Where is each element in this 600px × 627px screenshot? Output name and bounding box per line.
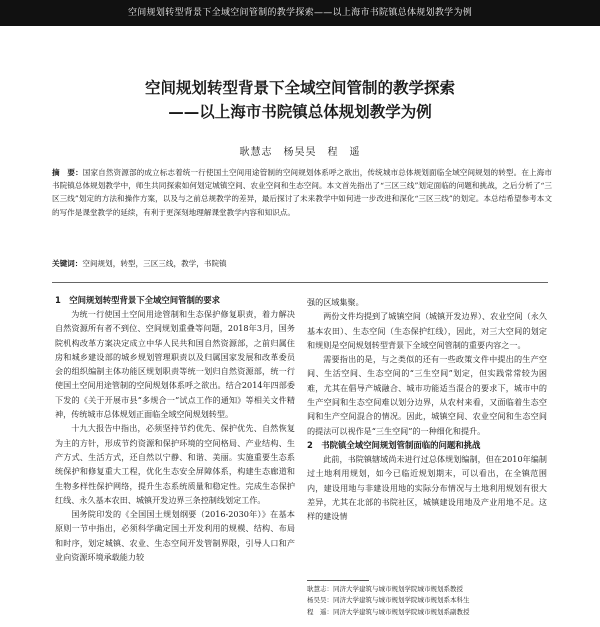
paragraph: 为统一行使国土空间用途管制和生态保护修复职责，着力解决自然资源所有者不到位、空间规划重叠等问题，2018年3月，国务院机构改革方案决定成立中华人民共和国自然资源部，之前归属住房和城乡建设部的城乡规划管理职责以及归属国家发展和改革委员会的组织编制主体功能区规划职责等统一划归自然资源部，统一行使国土空间用途管制的空间规划体系呼之欲出。结合2014年四部委下发的《关于开展市县“多规合一”试点工作的通知》等相关文件精神，传统城市总体规划正面临全域空间规划转型。 xyxy=(55,309,295,420)
body-column-left xyxy=(55,293,295,564)
footnote-line: 杨昊昊：同济大学建筑与城市规划学院城市规划系本科生 xyxy=(307,596,470,605)
abstract-text: 国家自然资源部的成立标志着统一行使国土空间用途管制的空间规划体系呼之欲出，传统城市总体规划面临全域空间规划的转型。在上海市书院镇总体规划教学中，师生共同探索如何划定城镇空间、农业空间和生态空间。本文首先指出了“三区三线”划定面临的问题和挑战，之后分析了“三区三线”划定的方法和操作方案，以及与之前总规教学的差异，最后探讨了未来教学中如何进一步改进和深化“三区三线”的划定。本总结希望参考本文的写作是课堂教学的延续，有利于更深刻地理解课堂教学内容和知识点。 xyxy=(52,168,552,217)
paragraph: 此前，书院镇辖域尚未进行过总体规划编制，但在2010年编制过土地利用规划，如今已临近规划期末，可以看出，在全镇范围内，建设用地与非建设用地的实际分布情况与土地利用规划有很大差异，尤其在北部的书院社区，城镇建设用地及产业用地不足。这样的建设情 xyxy=(307,453,547,522)
section-heading-1: 1 空间规划转型背景下全域空间管制的要求 xyxy=(55,295,220,305)
keywords-text: 空间规划，转型，三区三线，教学，书院镇 xyxy=(82,259,227,268)
footnote-line: 耿慧志：同济大学建筑与城市规划学院城市规划系教授 xyxy=(307,585,463,593)
abstract xyxy=(52,166,552,219)
keywords-label: 关键词： xyxy=(52,259,83,268)
keywords xyxy=(52,257,552,270)
footnote-line: 程 遥：同济大学建筑与城市规划学院城市规划系副教授 xyxy=(307,607,470,616)
paragraph: 两份文件均提到了城镇空间（城镇开发边界）、农业空间（永久基本农田）、生态空间（生态保护红线），因此，对三大空间的划定和规则是空间规划转型背景下全域空间管制的重要内容之一。 xyxy=(307,311,547,350)
section-heading-2: 2 书院镇全域空间规划管制面临的问题和挑战 xyxy=(307,439,481,450)
author-footnotes xyxy=(307,584,552,618)
abstract-divider xyxy=(52,282,548,283)
paragraph: 国务院印发的《全国国土规划纲要（2016-2030年）》在基本原则一节中指出，必须科学确定国土开发利用的规模、结构、布局和时序，划定城镇、农业、生态空间开发管制界限，引导人口和产业向资源环境承载能力较 xyxy=(55,509,295,563)
article-title-line2: ——以上海市书院镇总体规划教学为例 xyxy=(168,103,432,121)
abstract-label: 摘 要： xyxy=(52,168,83,177)
paragraph: 需要指出的是，与之类似的还有一些政策文件中提出的生产空间、生活空间、生态空间的“三生空间”划定，但实践常常较为困难，尤其在倡导产城融合、城市功能适当混合的要求下，城市中的生产空间和生态空间难以划分边界，从农村来看，又面临着生态空间和生产空间混合的情况。因此，城镇空间、农业空间和生态空间的提法可以视作是“三生空间”的一种细化和提升。 xyxy=(307,354,547,436)
footnote-divider xyxy=(307,580,369,581)
authors: 耿慧志 杨昊昊 程 遥 xyxy=(239,147,361,158)
body-column-right xyxy=(307,295,547,523)
paragraph-continued: 强的区域集聚。 xyxy=(307,297,364,307)
article-title-line1: 空间规划转型背景下全域空间管制的教学探索 xyxy=(144,79,455,97)
paragraph: 十九大报告中指出，必须坚持节约优先、保护优先、自然恢复为主的方针，形成节约资源和保护环境的空间格局、产业结构、生产方式、生活方式，还自然以宁静、和谐、美丽。实施重要生态系统保护和修复重大工程，优化生态安全屏障体系，构建生态廊道和生物多样性保护网络，提升生态系统质量和稳定性。完成生态保护红线、永久基本农田、城镇开发边界三条控制线划定工作。 xyxy=(55,423,295,505)
running-header: 空间规划转型背景下全域空间管制的教学探索——以上海市书院镇总体规划教学为例 xyxy=(0,0,600,26)
